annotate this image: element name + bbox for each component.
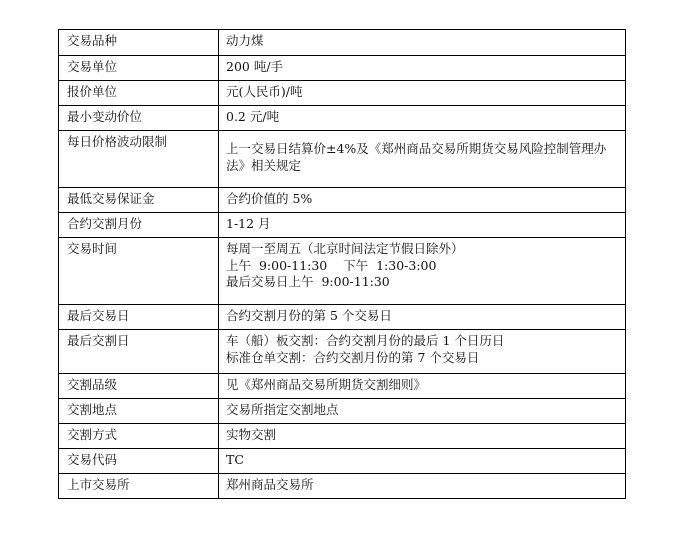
row-value [219, 305, 626, 330]
row-label: 每日价格波动限制 [59, 131, 219, 188]
table-row [59, 474, 626, 499]
row-label: 交易单位 [59, 56, 219, 81]
table-row [59, 424, 626, 449]
row-value [219, 188, 626, 213]
table-row [59, 106, 626, 131]
row-value [219, 238, 626, 305]
value-line: 郑州商品交易所 [226, 477, 314, 492]
value-line: 200 吨/手 [226, 59, 284, 74]
row-label: 交割品级 [59, 374, 219, 399]
row-value [219, 106, 626, 131]
row-value [219, 424, 626, 449]
row-label: 交易时间 [59, 238, 219, 305]
row-label: 报价单位 [59, 81, 219, 106]
contract-spec-table [58, 29, 626, 499]
value-line: 见《郑州商品交易所期货交割细则》 [226, 377, 427, 392]
value-line: 上午 9:00-11:30 下午 1:30-3:00 [226, 257, 437, 273]
value-line: 上一交易日结算价±4%及《郑州商品交易所期货交易风险控制管理办法》相关规定 [226, 141, 607, 173]
value-line: 交易所指定交割地点 [226, 402, 339, 417]
row-value [219, 374, 626, 399]
table-row [59, 131, 626, 188]
table-row [59, 238, 626, 305]
table-row [59, 374, 626, 399]
row-label: 上市交易所 [59, 474, 219, 499]
value-line: 合约交割月份的第 5 个交易日 [226, 308, 392, 323]
value-line: 合约价值的 5% [226, 191, 313, 206]
table-row [59, 81, 626, 106]
value-line: 最后交易日上午 9:00-11:30 [226, 274, 390, 289]
row-value [219, 56, 626, 81]
row-label: 交割地点 [59, 399, 219, 424]
value-line: 每周一至周五（北京时间法定节假日除外） [226, 241, 464, 256]
value-line: 0.2 元/吨 [226, 109, 280, 124]
row-value [219, 474, 626, 499]
value-line: 元(人民币)/吨 [226, 84, 303, 99]
table-row [59, 330, 626, 374]
table-row [59, 305, 626, 330]
value-line: 实物交割 [226, 427, 277, 442]
table-row [59, 399, 626, 424]
table-row [59, 213, 626, 238]
row-value [219, 213, 626, 238]
row-label: 交割方式 [59, 424, 219, 449]
row-value [219, 30, 626, 56]
row-label: 最后交易日 [59, 305, 219, 330]
row-value [219, 330, 626, 374]
table-row [59, 56, 626, 81]
row-label: 最小变动价位 [59, 106, 219, 131]
value-line: TC [226, 452, 244, 467]
row-label: 最低交易保证金 [59, 188, 219, 213]
value-line: 动力煤 [226, 33, 264, 48]
row-value [219, 131, 626, 188]
row-value [219, 399, 626, 424]
table-row [59, 188, 626, 213]
row-label: 交易代码 [59, 449, 219, 474]
value-line: 1-12 月 [226, 216, 271, 231]
row-value [219, 449, 626, 474]
value-line: 车（船）板交割：合约交割月份的最后 1 个日历日 [226, 333, 505, 348]
value-line: 标准仓单交割：合约交割月份的第 7 个交易日 [226, 349, 480, 365]
row-label: 交易品种 [59, 30, 219, 56]
table-row [59, 449, 626, 474]
row-label: 合约交割月份 [59, 213, 219, 238]
row-value [219, 81, 626, 106]
row-label: 最后交割日 [59, 330, 219, 374]
table-row [59, 30, 626, 56]
